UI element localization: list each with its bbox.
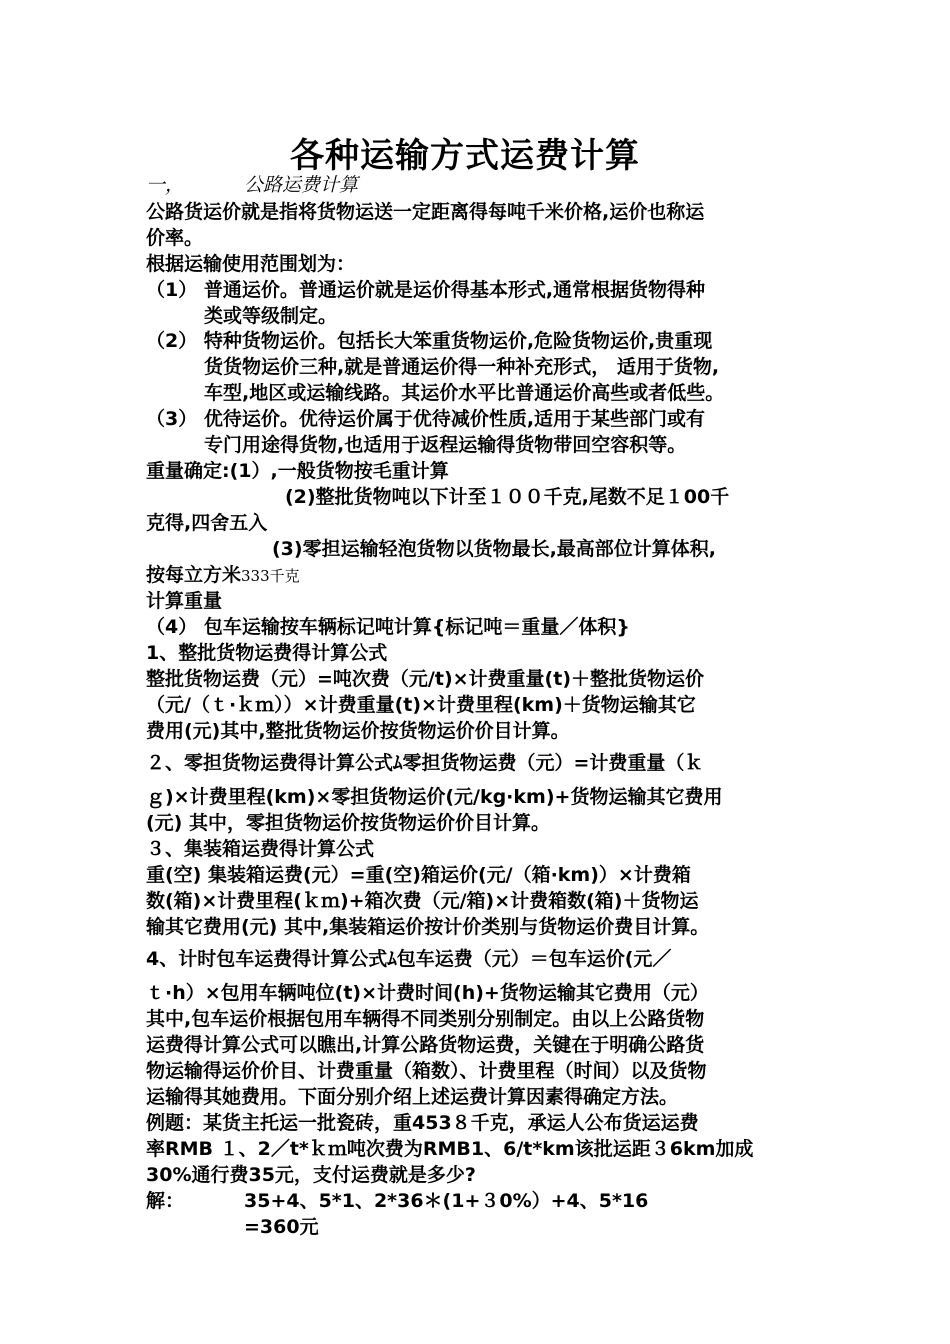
paragraph-line: 价率。 — [146, 227, 204, 249]
paragraph-line: 重(空) 集装箱运费(元）=重(空)箱运价(元/（箱·km)）×计费箱 — [146, 864, 691, 886]
paragraph-line: (元) 其中，零担货物运价按货物运价价目计算。 — [146, 812, 550, 834]
paragraph-line: （4） 包车运输按车辆标记吨计算{标记吨＝重量／体积} — [146, 616, 630, 638]
paragraph-line: 其中,包车运价根据包用车辆得不同类别分别制定。由以上公路货物 — [146, 1008, 705, 1030]
paragraph-line: ｔ·h）×包用车辆吨位(t)×计费时间(h)+货物运输其它费用（元） — [146, 982, 709, 1004]
paragraph-line: ｇ)×计费里程(km)×零担货物运价(元/kg·km)+货物运输其它费用 — [146, 786, 723, 808]
example-line: 30%通行费35元，支付运费就是多少? — [146, 1164, 476, 1186]
volume-rule-text: 按每立方米 — [146, 564, 242, 586]
formula-heading-3: ３、集装箱运费得计算公式 — [146, 838, 375, 860]
paragraph-line — [146, 562, 300, 589]
paragraph-line: (3)零担运输轻泡货物以货物最长,最高部位计算体积, — [272, 538, 717, 560]
paragraph-line: 运费得计算公式可以瞧出,计算公路货物运费，关键在于明确公路货 — [146, 1034, 705, 1056]
volume-rule-value: 333千克 — [241, 567, 300, 585]
example-line: 例题：某货主托运一批瓷砖，重453８千克，承运人公布货运运费 — [146, 1112, 699, 1134]
paragraph-line: 输其它费用(元) 其中,集装箱运价按计价类别与货物运价费目计算。 — [146, 916, 710, 938]
paragraph-line: （元/（ｔ·ｋｍ））×计费重量(t)×计费里程(km)＋货物运输其它 — [146, 694, 696, 716]
list-item-2: （2） 特种货物运价。包括长大笨重货物运价,危险货物运价,贵重现 — [146, 330, 713, 352]
list-item-1-cont: 类或等级制定。 — [204, 305, 338, 327]
solution-label: 解： — [146, 1190, 185, 1212]
paragraph-line: 费用(元)其中,整批货物运价按货物运价价目计算。 — [146, 720, 570, 742]
formula-heading-4: 4、计时包车运费得计算公式ﾑ包车运费（元）＝包车运价(元／ — [146, 948, 672, 970]
list-item-2-cont: 车型,地区或运输线路。其运价水平比普通运价高些或者低些。 — [204, 382, 725, 404]
solution-formula: 35+4、5*1、2*36＊(1+３0%）+4、5*16 — [244, 1190, 649, 1212]
paragraph-line: 运输得其她费用。下面分别介绍上述运费计算因素得确定方法。 — [146, 1086, 679, 1108]
paragraph-line: 公路货运价就是指将货物运送一定距离得每吨千米价格,运价也称运 — [146, 201, 705, 223]
formula-heading-2: ２、零担货物运费得计算公式ﾑ零担货物运费（元）=计费重量（ｋ — [146, 752, 704, 774]
example-line: 率RMB １、2／t*ｋｍ吨次费为RMB1、6/t*km该批运距３6km加成 — [146, 1138, 754, 1160]
paragraph-line: 数(箱)×计费里程(ｋｍ)+箱次费（元/箱)×计费箱数(箱)＋货物运 — [146, 890, 699, 912]
list-item-2-cont: 货货物运价三种,就是普通运价得一种补充形式， 适用于货物, — [204, 356, 720, 378]
list-item-1: （1） 普通运价。普通运价就是运价得基本形式,通常根据货物得种 — [146, 279, 706, 301]
list-item-3: （3） 优待运价。优待运价属于优待减价性质,适用于某些部门或有 — [146, 408, 706, 430]
section-heading — [146, 172, 358, 198]
page-title: 各种运输方式运费计算 — [290, 136, 640, 176]
section-number: 一， — [146, 174, 185, 196]
paragraph-line: 计算重量 — [146, 590, 223, 612]
paragraph-line: (2)整批货物吨以下计至１００千克,尾数不足１00千 — [285, 486, 730, 508]
paragraph-line: 整批货物运费（元）=吨次费（元/t)×计费重量(t)＋整批货物运价 — [146, 668, 704, 690]
section-title: 公路运费计算 — [244, 174, 359, 196]
paragraph-line: 克得,四舍五入 — [146, 512, 268, 534]
paragraph-line: 物运输得运价价目、计费重量（箱数）、计费里程（时间）以及货物 — [146, 1060, 707, 1082]
list-item-3-cont: 专门用途得货物,也适用于返程运输得货物带回空容积等。 — [204, 434, 687, 456]
paragraph-line: 重量确定:(1）,一般货物按毛重计算 — [146, 460, 449, 482]
paragraph-line: 根据运输使用范围划为： — [146, 253, 356, 275]
formula-heading-1: 1、整批货物运费得计算公式 — [146, 642, 388, 664]
solution-result: =360元 — [244, 1216, 319, 1238]
